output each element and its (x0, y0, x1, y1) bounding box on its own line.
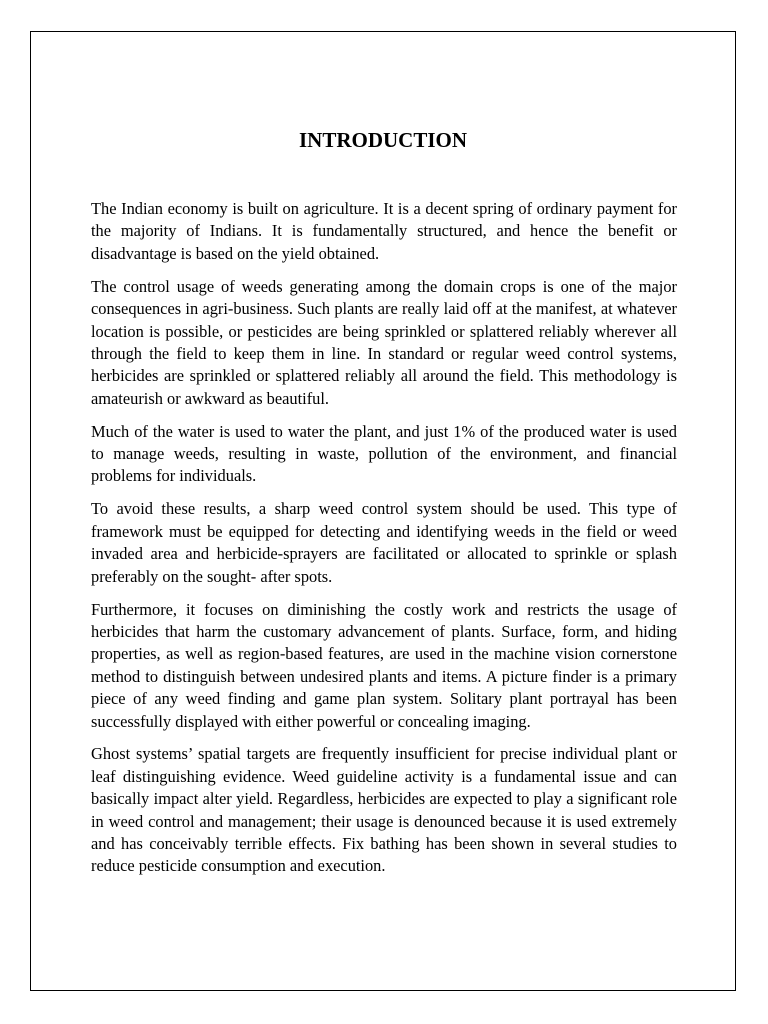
paragraph-5: Furthermore, it focuses on diminishing the costly work and restricts the usage of herbicides that harm the customary advancement of plants. Surface, form, and hiding properties, as well as region-based features, are used in the machine vision cornerstone method to distinguish between undesired plants and items. A picture finder is a primary piece of any weed finding and game plan system. Solitary plant portrayal has been successfully displayed with either powerful or concealing imaging. (91, 599, 677, 731)
paragraph-2: The control usage of weeds generating among the domain crops is one of the major consequences in agri-business. Such plants are really laid off at the manifest, at whatever location is possible, or pesticides are being sprinkled or splattered reliably wherever all through the field to keep them in line. In standard or regular weed control systems, herbicides are sprinkled or splattered reliably all around the field. This methodology is amateurish or awkward as beautiful. (91, 276, 677, 408)
page-title: INTRODUCTION (298, 128, 468, 152)
document-page (30, 31, 736, 991)
paragraph-1: The Indian economy is built on agriculture. It is a decent spring of ordinary payment for the majority of Indians. It is fundamentally structured, and hence the benefit or disadvantage is based on the yield obtained. (91, 199, 677, 263)
document-body (91, 198, 677, 888)
paragraph-4: To avoid these results, a sharp weed control system should be used. This type of framework must be equipped for detecting and identifying weeds in the field or weed invaded area and herbicide-sprayers are facilitated or allocated to sprinkle or splash preferably on the sought- after spots. (91, 499, 677, 586)
paragraph-6: Ghost systems’ spatial targets are frequently insufficient for precise individual plant or leaf distinguishing evidence. Weed guideline activity is a fundamental issue and can basically impact alter yield. Regardless, herbicides are expected to play a significant role in weed control and management; their usage is denounced because it is used extremely and has conceivably terrible effects. Fix bathing has been shown in several studies to reduce pesticide consumption and execution. (91, 744, 677, 876)
paragraph-3: Much of the water is used to water the plant, and just 1% of the produced water is used to manage weeds, resulting in waste, pollution of the environment, and financial problems for individuals. (91, 421, 677, 486)
